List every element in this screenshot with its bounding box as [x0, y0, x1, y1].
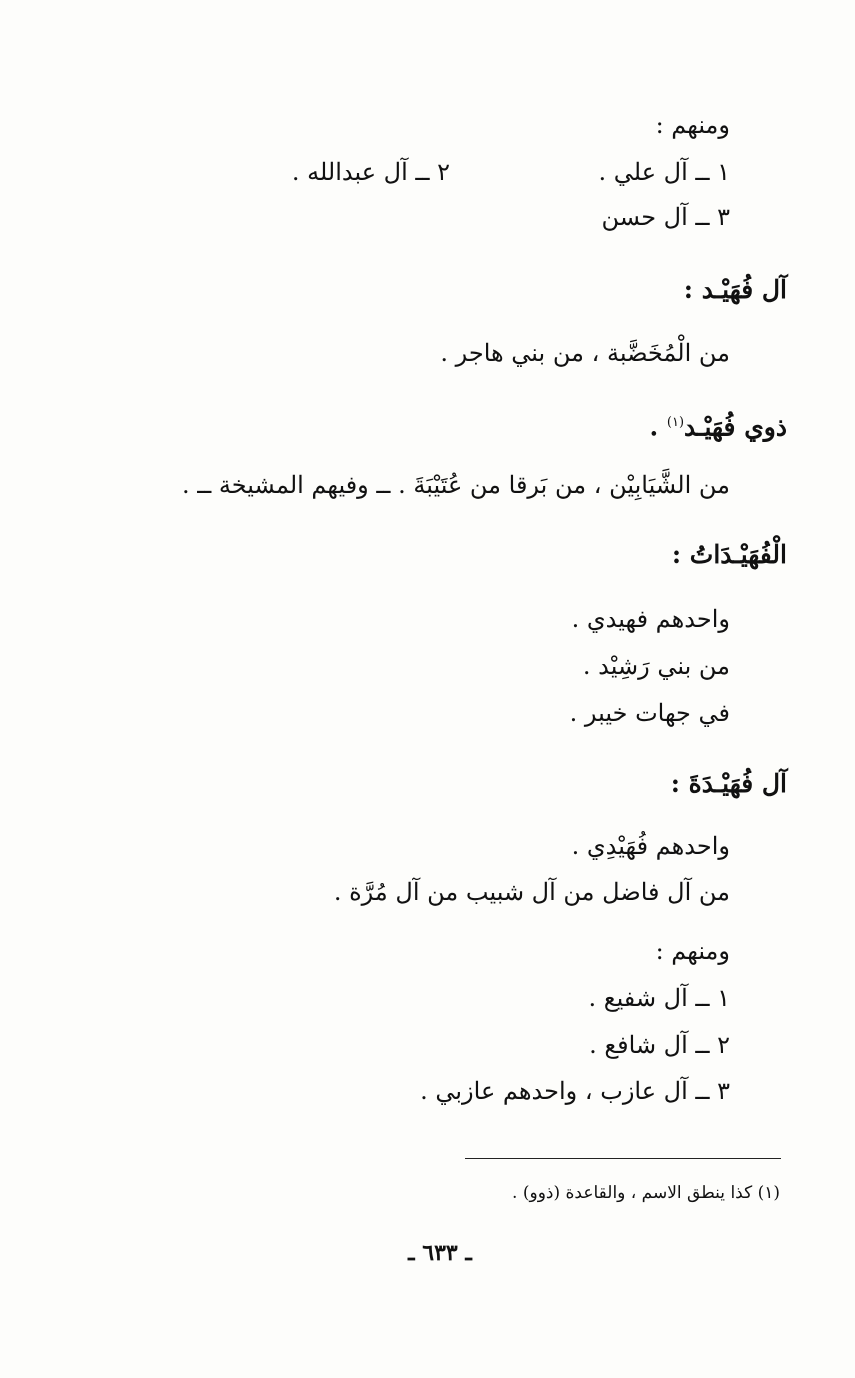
section2-item-2: ٢ ــ آل شافع . [589, 1031, 730, 1059]
section2-item-3: ٣ ــ آل عازب ، واحدهم عازبي . [420, 1077, 730, 1105]
entry-al-fuhaid-line-1: من الْمُخَضَّبة ، من بني هاجر . [440, 339, 730, 367]
footnote-marker: (١) [666, 415, 685, 430]
footnote-divider [465, 1158, 781, 1159]
entry-fuhaidat-line-1: واحدهم فهيدي . [571, 605, 730, 633]
entry-fuhaidat-title: الْفُهَيْـدَاتُ : [671, 540, 787, 569]
entry-dhawi-fuhaid-title-end: . [649, 412, 659, 442]
section2-item-1: ١ ــ آل شفيع . [588, 984, 730, 1012]
section2-intro: ومنهم : [655, 937, 730, 965]
section1-intro: ومنهم : [655, 111, 730, 139]
entry-dhawi-fuhaid-line-1: من الشَّيَابِيْن ، من بَرقا من عُتَيْبَةَ . ــ وفيهم المشيخة ــ . [181, 471, 730, 499]
entry-al-fuhaida-line-2: من آل فاضل من آل شبيب من آل مُرَّة . [333, 878, 730, 906]
page-number: ـ ٦٣٣ ـ [408, 1240, 472, 1266]
entry-fuhaidat-line-3: في جهات خيبر . [569, 699, 730, 727]
entry-dhawi-fuhaid-title [649, 406, 787, 444]
entry-al-fuhaida-title: آل فُهَيْـدَةَ : [670, 769, 787, 798]
entry-al-fuhaida-line-1: واحدهم فُهَيْدِي . [571, 832, 730, 860]
section1-item-1: ١ ــ آل علي . [598, 158, 730, 186]
section1-item-3: ٣ ــ آل حسن [601, 203, 730, 231]
entry-dhawi-fuhaid-title-text: ذوي فُهَيْـد [684, 412, 787, 442]
section1-item-2: ٢ ــ آل عبدالله . [291, 158, 450, 186]
entry-fuhaidat-line-2: من بني رَشِيْد . [582, 652, 730, 680]
footnote-text: (١) كذا ينطق الاسم ، والقاعدة (ذوو) . [512, 1183, 780, 1203]
entry-al-fuhaid-title: آل فُهَيْـد : [683, 275, 787, 304]
